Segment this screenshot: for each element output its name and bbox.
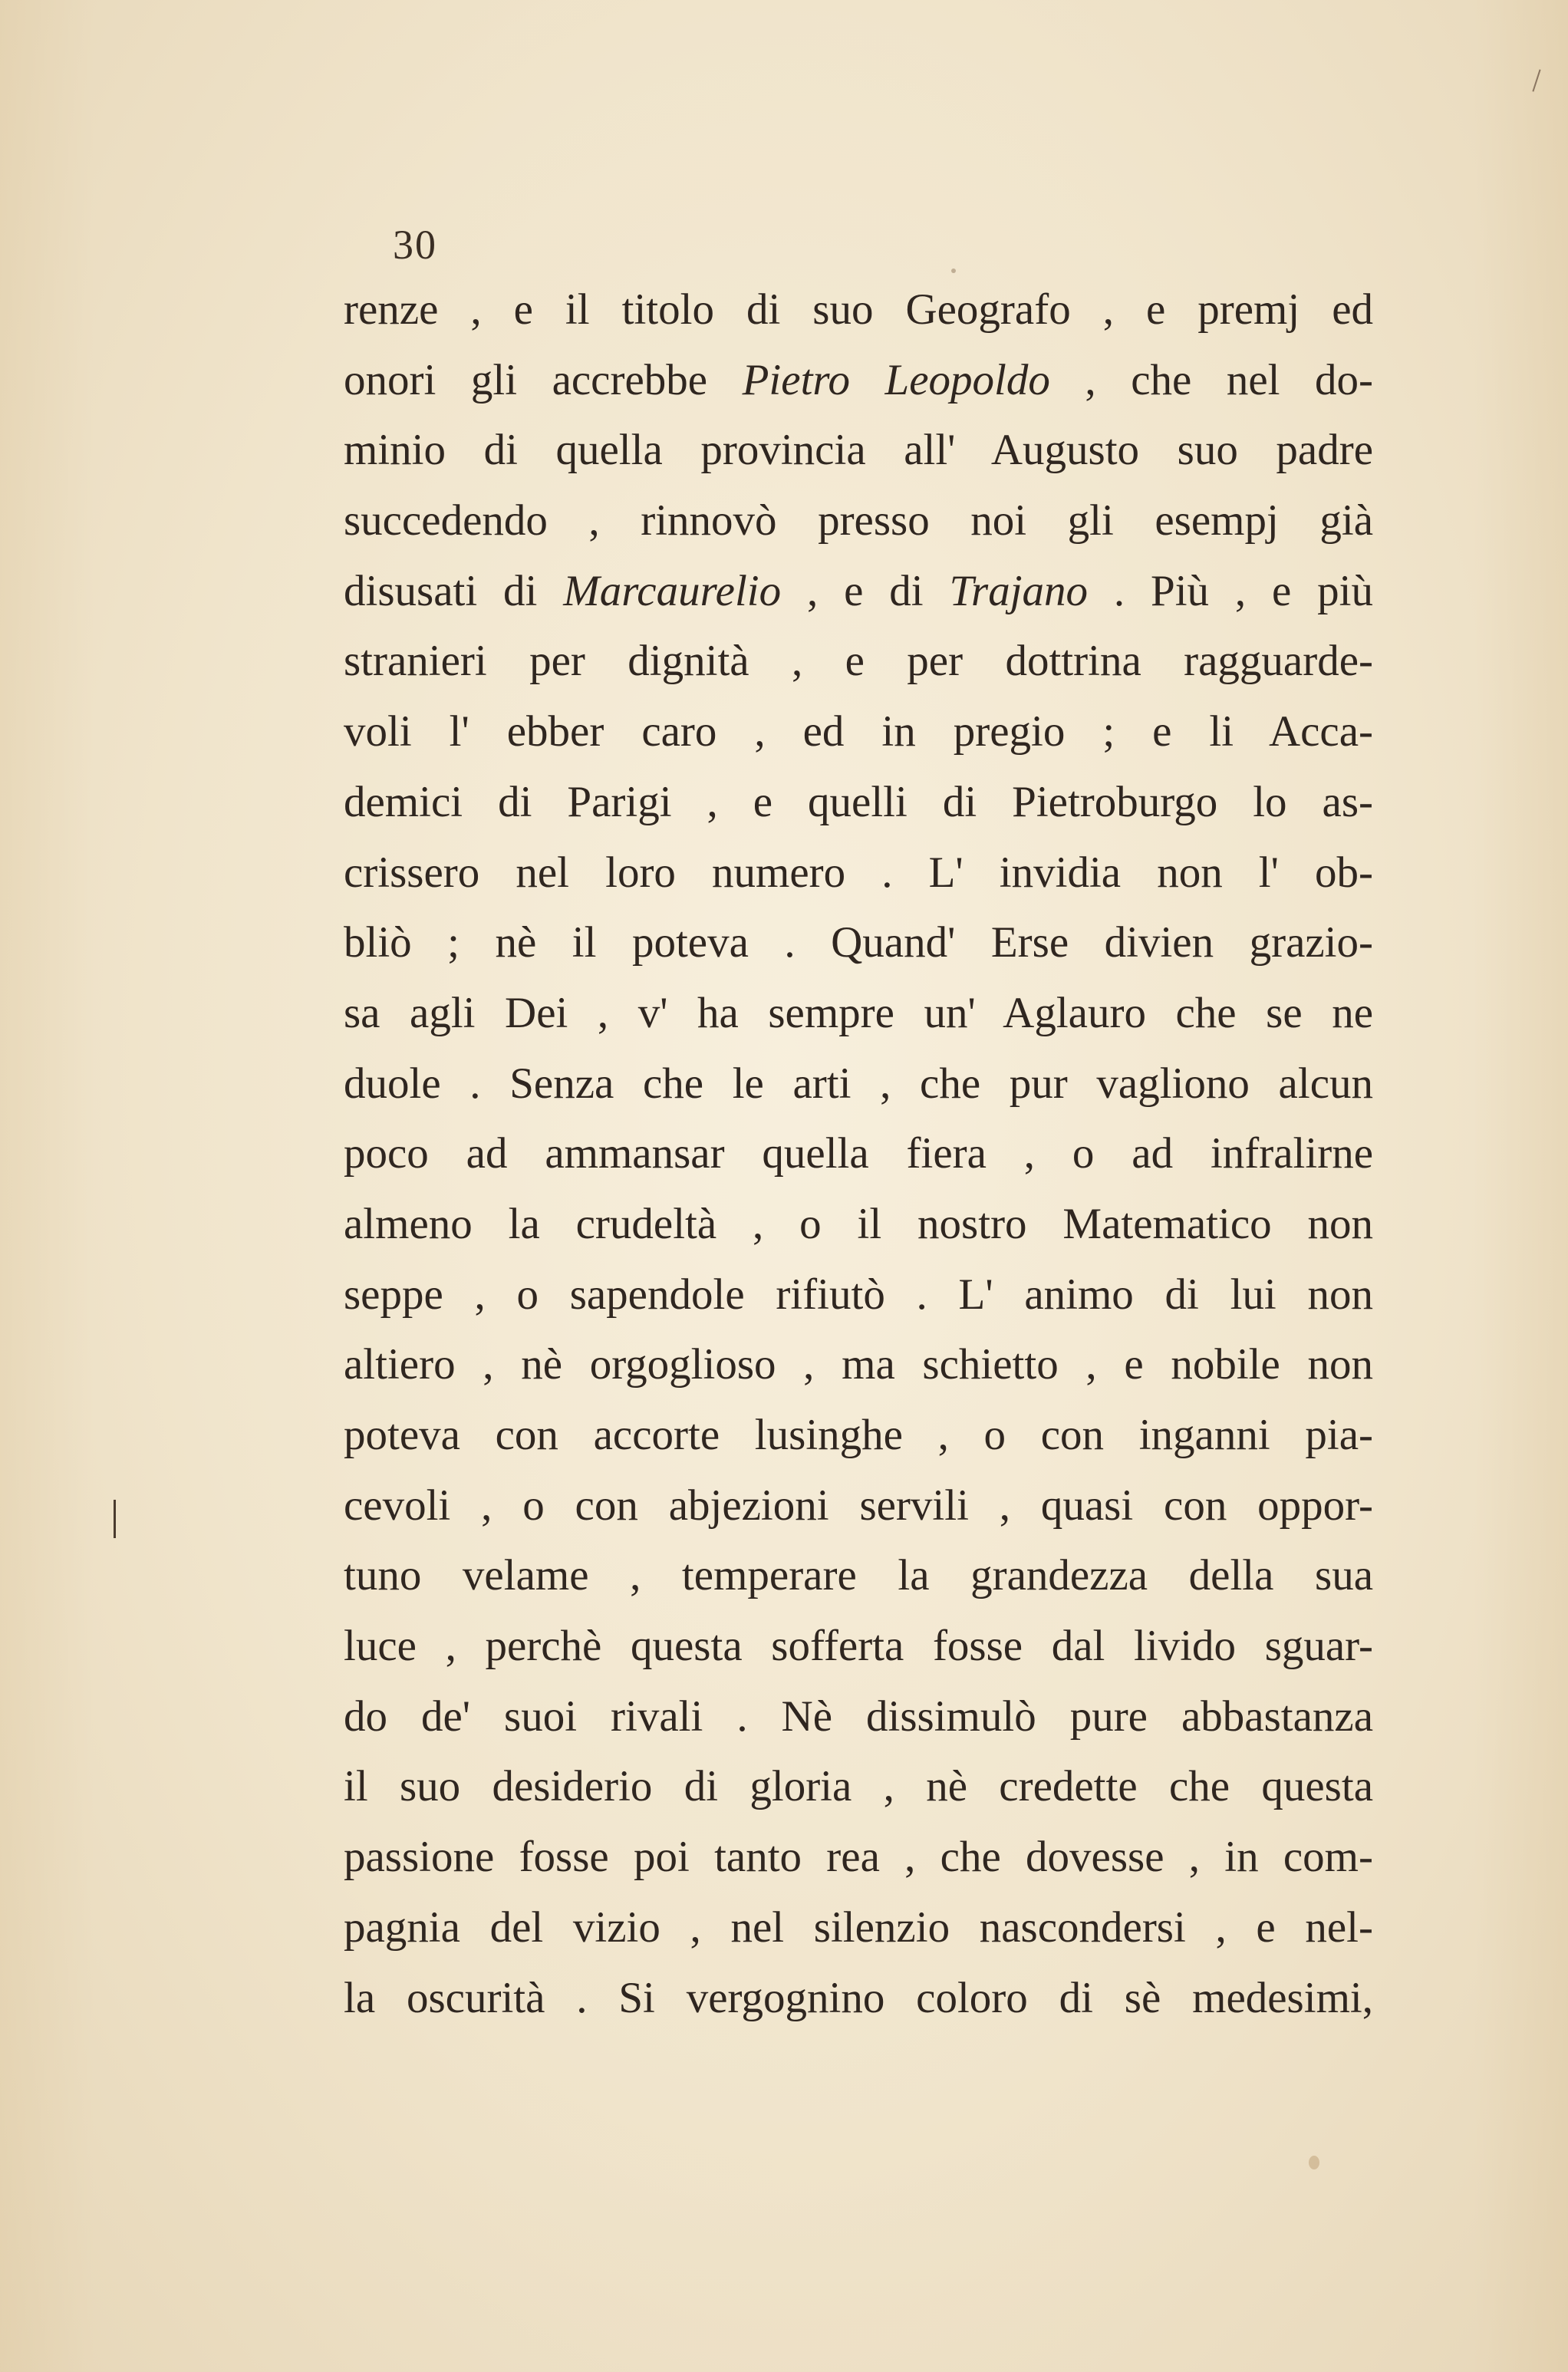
text-line: passione fosse poi tanto rea , che dovesse , in com-	[344, 1833, 1373, 1882]
text-line: cevoli , o con abjezioni servili , quasi con oppor-	[344, 1481, 1373, 1530]
text-line: la oscurità . Si vergognino coloro di sè medesimi,	[344, 1973, 1373, 2022]
italic-name: Marcaurelio	[563, 566, 782, 615]
text-line: do de' suoi rivali . Nè dissimulò pure abbastanza	[344, 1692, 1373, 1741]
text-line: poteva con accorte lusinghe , o con inganni pia-	[344, 1411, 1373, 1459]
italic-name: Pietro Leopoldo	[742, 355, 1050, 404]
text-line: minio di quella provincia all' Augusto suo padre	[344, 426, 1373, 475]
text-line: seppe , o sapendole rifiutò . L' animo di lui non	[344, 1270, 1373, 1319]
text-line: sa agli Dei , v' ha sempre un' Aglauro che se ne	[344, 988, 1373, 1037]
text-line: onori gli accrebbe Pietro Leopoldo , che nel do-	[344, 355, 1374, 404]
text-line: stranieri per dignità , e per dottrina ragguarde-	[344, 637, 1373, 686]
text-line: voli l' ebber caro , ed in pregio ; e li Acca-	[344, 707, 1373, 756]
italic-name: Trajano	[949, 566, 1089, 615]
text-line: disusati di Marcaurelio , e di Trajano . Più , e più	[344, 566, 1373, 615]
text-line: duole . Senza che le arti , che pur vagliono alcun	[344, 1059, 1373, 1108]
text-line: poco ad ammansar quella fiera , o ad infralirne	[344, 1129, 1373, 1178]
paper-stain	[951, 268, 956, 273]
text-line: il suo desiderio di gloria , nè credette che questa	[344, 1762, 1373, 1811]
page-edge-mark	[1532, 69, 1540, 91]
text-line: luce , perchè questa sofferta fosse dal livido sguar-	[344, 1622, 1373, 1671]
text-line: succedendo , rinnovò presso noi gli esempj già	[344, 496, 1373, 545]
text-line: crissero nel loro numero . L' invidia non l' ob-	[344, 848, 1373, 897]
text-line: bliò ; nè il poteva . Quand' Erse divien grazio-	[344, 918, 1373, 967]
text-line: renze , e il titolo di suo Geografo , e premj ed	[344, 285, 1373, 334]
margin-mark	[114, 1500, 116, 1538]
text-line: tuno velame , temperare la grandezza della sua	[344, 1551, 1373, 1600]
text-line: demici di Parigi , e quelli di Pietroburgo lo as-	[344, 777, 1373, 826]
text-line: almeno la crudeltà , o il nostro Matematico non	[344, 1199, 1373, 1248]
page-number: 30	[393, 222, 437, 268]
paper-stain	[1309, 2156, 1319, 2169]
text-line: altiero , nè orgoglioso , ma schietto , e nobile non	[344, 1340, 1373, 1389]
text-line: pagnia del vizio , nel silenzio nascondersi , e nel-	[344, 1903, 1373, 1952]
body-text	[344, 275, 1373, 2033]
